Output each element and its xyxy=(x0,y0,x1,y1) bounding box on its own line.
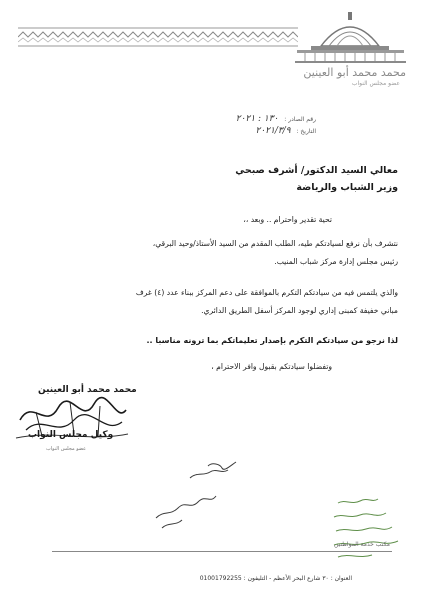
addressee-line-2: وزير الشباب والرياضة xyxy=(296,182,398,193)
footer-office-name: مكتب خدمة المواطنين xyxy=(333,541,390,548)
header-name: محمد محمد أبو العينين xyxy=(303,66,406,79)
footer-divider xyxy=(52,551,392,552)
paragraph-1-line-1: نتشرف بأن نرفع لسيادتكم طيه، الطلب المقدم من السيد الأستاذ/وحيد البرقي، xyxy=(152,239,398,248)
reference-number xyxy=(236,114,316,124)
header-title: عضو مجلس النواب xyxy=(351,80,400,87)
reference-value: ١٣٠ : ٢٠٢١ xyxy=(235,114,279,124)
green-handwritten-note xyxy=(330,495,410,565)
closing-line: وتفضلوا سيادتكم بقبول وافر الاحترام ، xyxy=(211,362,332,371)
greeting: تحية تقدير واحترام .. وبعد ،، xyxy=(243,215,332,224)
signatory-sub-title: عضو مجلس النواب xyxy=(46,446,87,452)
signatory-title: وكيل مجلس النواب xyxy=(28,430,114,440)
date-label: التاريخ : xyxy=(296,128,316,135)
footer-contact-line: العنوان : ٣٠ شارع البحر الأعظم - التليفون : 01001792255 xyxy=(199,575,352,582)
request-line: لذا نرجو من سيادتكم التكرم بإصدار تعليماتكم بما ترونه مناسبا .. xyxy=(146,336,398,345)
paragraph-2-line-2: مباني خفيفة كمبنى إداري لوجود المركز أسفل الطريق الدائري. xyxy=(201,306,398,315)
paragraph-1-line-2: رئيس مجلس إدارة مركز شباب المنيب. xyxy=(274,257,398,266)
letter-date xyxy=(255,126,316,136)
signatory-name: محمد محمد أبو العينين xyxy=(38,385,137,395)
header-border-band xyxy=(18,26,298,48)
addressee-line-1: معالي السيد الدكتور/ أشرف صبحي xyxy=(235,165,398,176)
paragraph-2-line-1: والذي يلتمس فيه من سيادتكم التكرم بالموافقة على دعم المركز ببناء عدد (٤) غرف xyxy=(135,288,398,297)
date-value: ٢٠٢١/٣/٩ xyxy=(255,126,291,136)
reference-label: رقم الصادر : xyxy=(284,116,316,123)
handwritten-margin-note xyxy=(150,458,250,533)
parliament-dome-logo xyxy=(293,4,408,64)
